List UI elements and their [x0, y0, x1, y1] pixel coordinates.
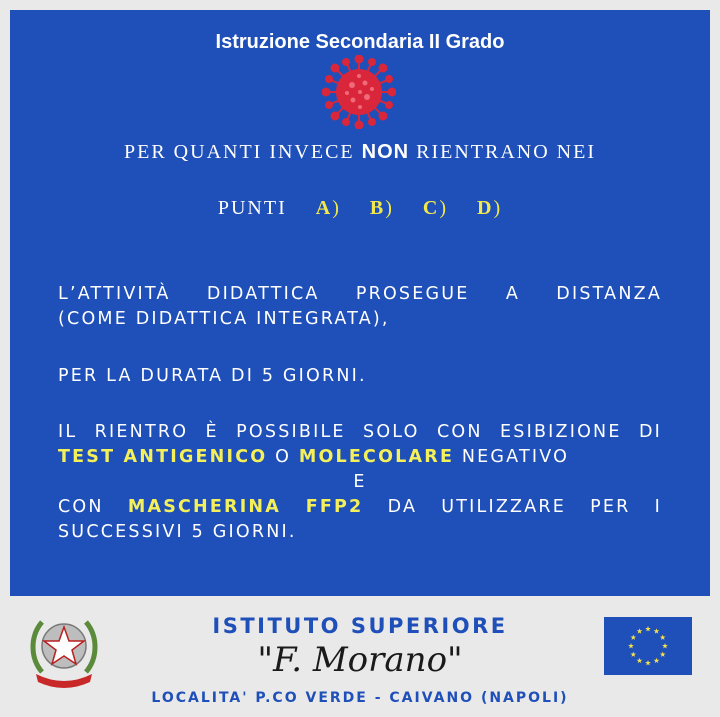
page-title: Istruzione Secondaria II Grado	[215, 31, 505, 53]
virus-icon	[322, 55, 396, 129]
point-d: D)	[477, 197, 503, 219]
footer	[0, 596, 720, 717]
eu-flag-icon	[604, 617, 692, 675]
intro-line-1: PER QUANTI INVECE NON RIENTRANO NEI	[124, 141, 596, 163]
paragraph-distance-learning: L’ATTIVITÀ DIDATTICA PROSEGUE A DISTANZA (COME DIDATTICA INTEGRATA),	[58, 284, 662, 329]
mascherina-ffp2-highlight: MASCHERINA FFP2	[127, 497, 364, 517]
point-b: B)	[369, 197, 394, 219]
points-label: PUNTI	[217, 197, 287, 219]
school-type: ISTITUTO SUPERIORE	[212, 614, 508, 638]
test-antigenico-highlight: TEST ANTIGENICO	[58, 447, 268, 467]
paragraph-return-conditions: IL RIENTRO È POSSIBILE SOLO CON ESIBIZIONE DI TEST ANTIGENICO O MOLECOLARE NEGATIVO E CON MASCHERINA FFP2 DA UTILIZZARE PER I SUCCESSIVI 5 GIORNI.	[58, 422, 663, 542]
paragraph-duration: PER LA DURATA DI 5 GIORNI.	[58, 366, 367, 386]
molecolare-highlight: MOLECOLARE	[298, 447, 455, 467]
point-a: A)	[315, 197, 341, 219]
school-location: LOCALITA' P.CO VERDE - CAIVANO (NAPOLI)	[151, 690, 569, 706]
point-c: C)	[422, 197, 449, 219]
announcement-panel	[10, 10, 710, 596]
non-keyword: NON	[361, 141, 410, 163]
school-name: "F. Morano"	[257, 640, 463, 680]
intro-line-2	[10, 197, 710, 220]
